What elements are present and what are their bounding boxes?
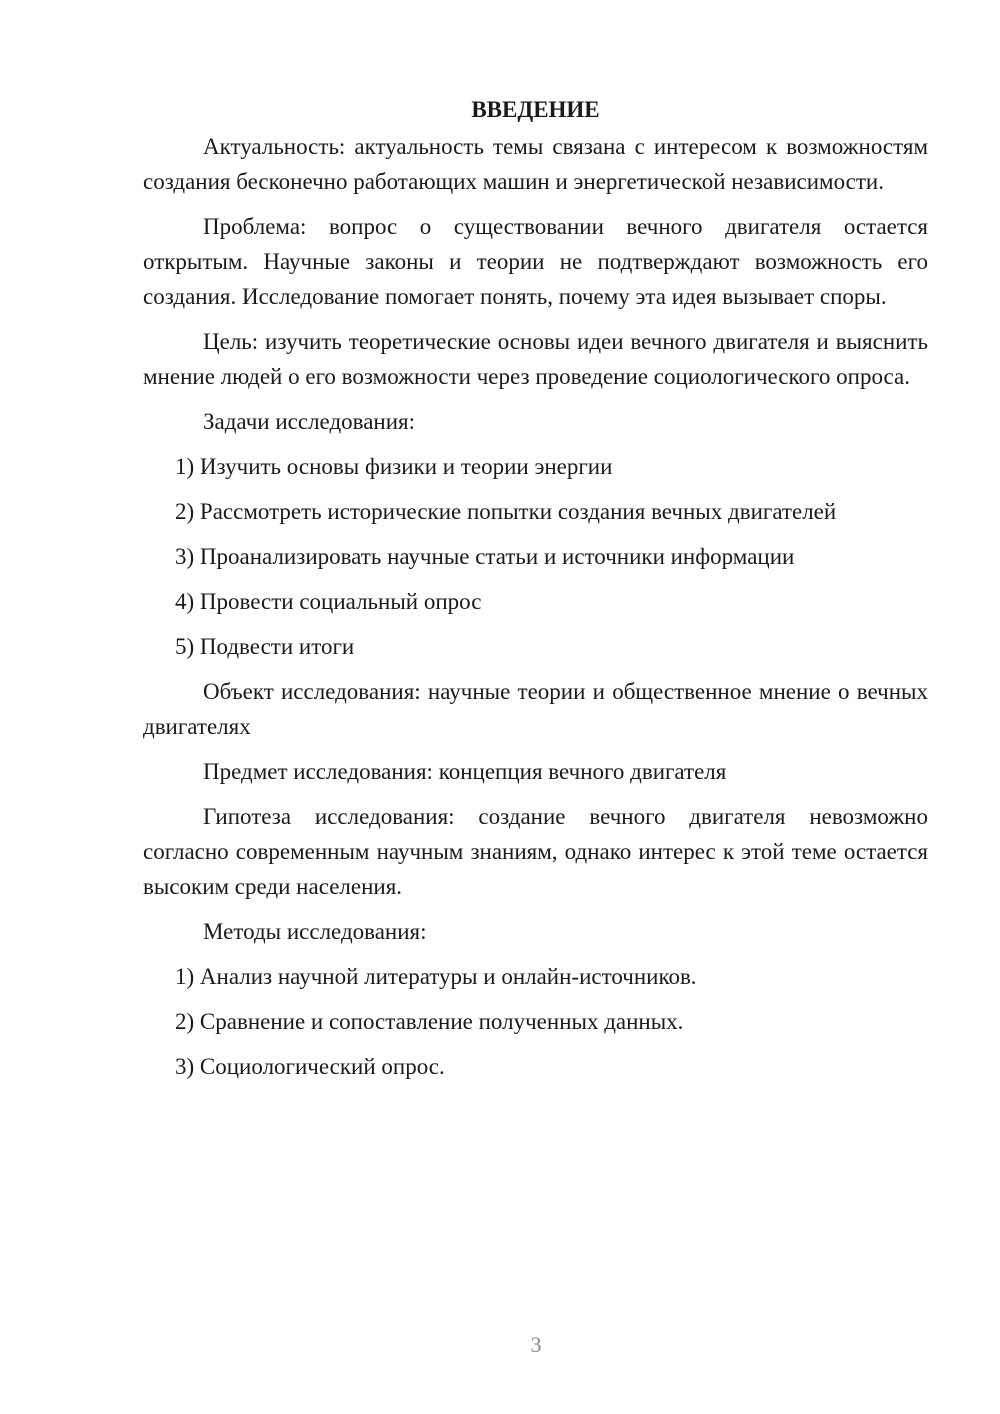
page-content xyxy=(143,92,928,1094)
object-paragraph: Объект исследования: научные теории и общественное мнение о вечных двигателях xyxy=(143,679,928,739)
list-item: 2) Сравнение и сопоставление полученных данных. xyxy=(175,1009,684,1034)
problem-paragraph: Проблема: вопрос о существовании вечного двигателя остается открытым. Научные законы и теории не подтверждают возможность его создания. Исследование помогает понять, почему эта идея вызывает споры. xyxy=(143,214,928,309)
list-item: 5) Подвести итоги xyxy=(175,634,355,659)
goal-paragraph: Цель: изучить теоретические основы идеи вечного двигателя и выяснить мнение людей о его возможности через проведение социологического опроса. xyxy=(143,329,928,389)
relevance-paragraph: Актуальность: актуальность темы связана с интересом к возможностям создания бесконечно работающих машин и энергетической независимости. xyxy=(143,134,928,194)
list-item: 1) Анализ научной литературы и онлайн-источников. xyxy=(175,964,697,989)
page-number: 3 xyxy=(530,1332,542,1357)
methods-heading: Методы исследования: xyxy=(203,919,427,944)
subject-paragraph: Предмет исследования: концепция вечного двигателя xyxy=(203,759,727,784)
tasks-list xyxy=(143,449,928,664)
list-item: 1) Изучить основы физики и теории энергии xyxy=(175,454,613,479)
list-item: 3) Проанализировать научные статьи и источники информации xyxy=(175,544,795,569)
hypothesis-paragraph: Гипотеза исследования: создание вечного двигателя невозможно согласно современным научным знаниям, однако интерес к этой теме остается высоким среди населения. xyxy=(143,804,928,899)
tasks-heading: Задачи исследования: xyxy=(203,409,416,434)
list-item: 2) Рассмотреть исторические попытки создания вечных двигателей xyxy=(175,499,837,524)
list-item: 3) Социологический опрос. xyxy=(175,1054,445,1079)
list-item: 4) Провести социальный опрос xyxy=(175,589,482,614)
section-title: ВВЕДЕНИЕ xyxy=(471,97,600,122)
methods-list xyxy=(143,959,928,1084)
